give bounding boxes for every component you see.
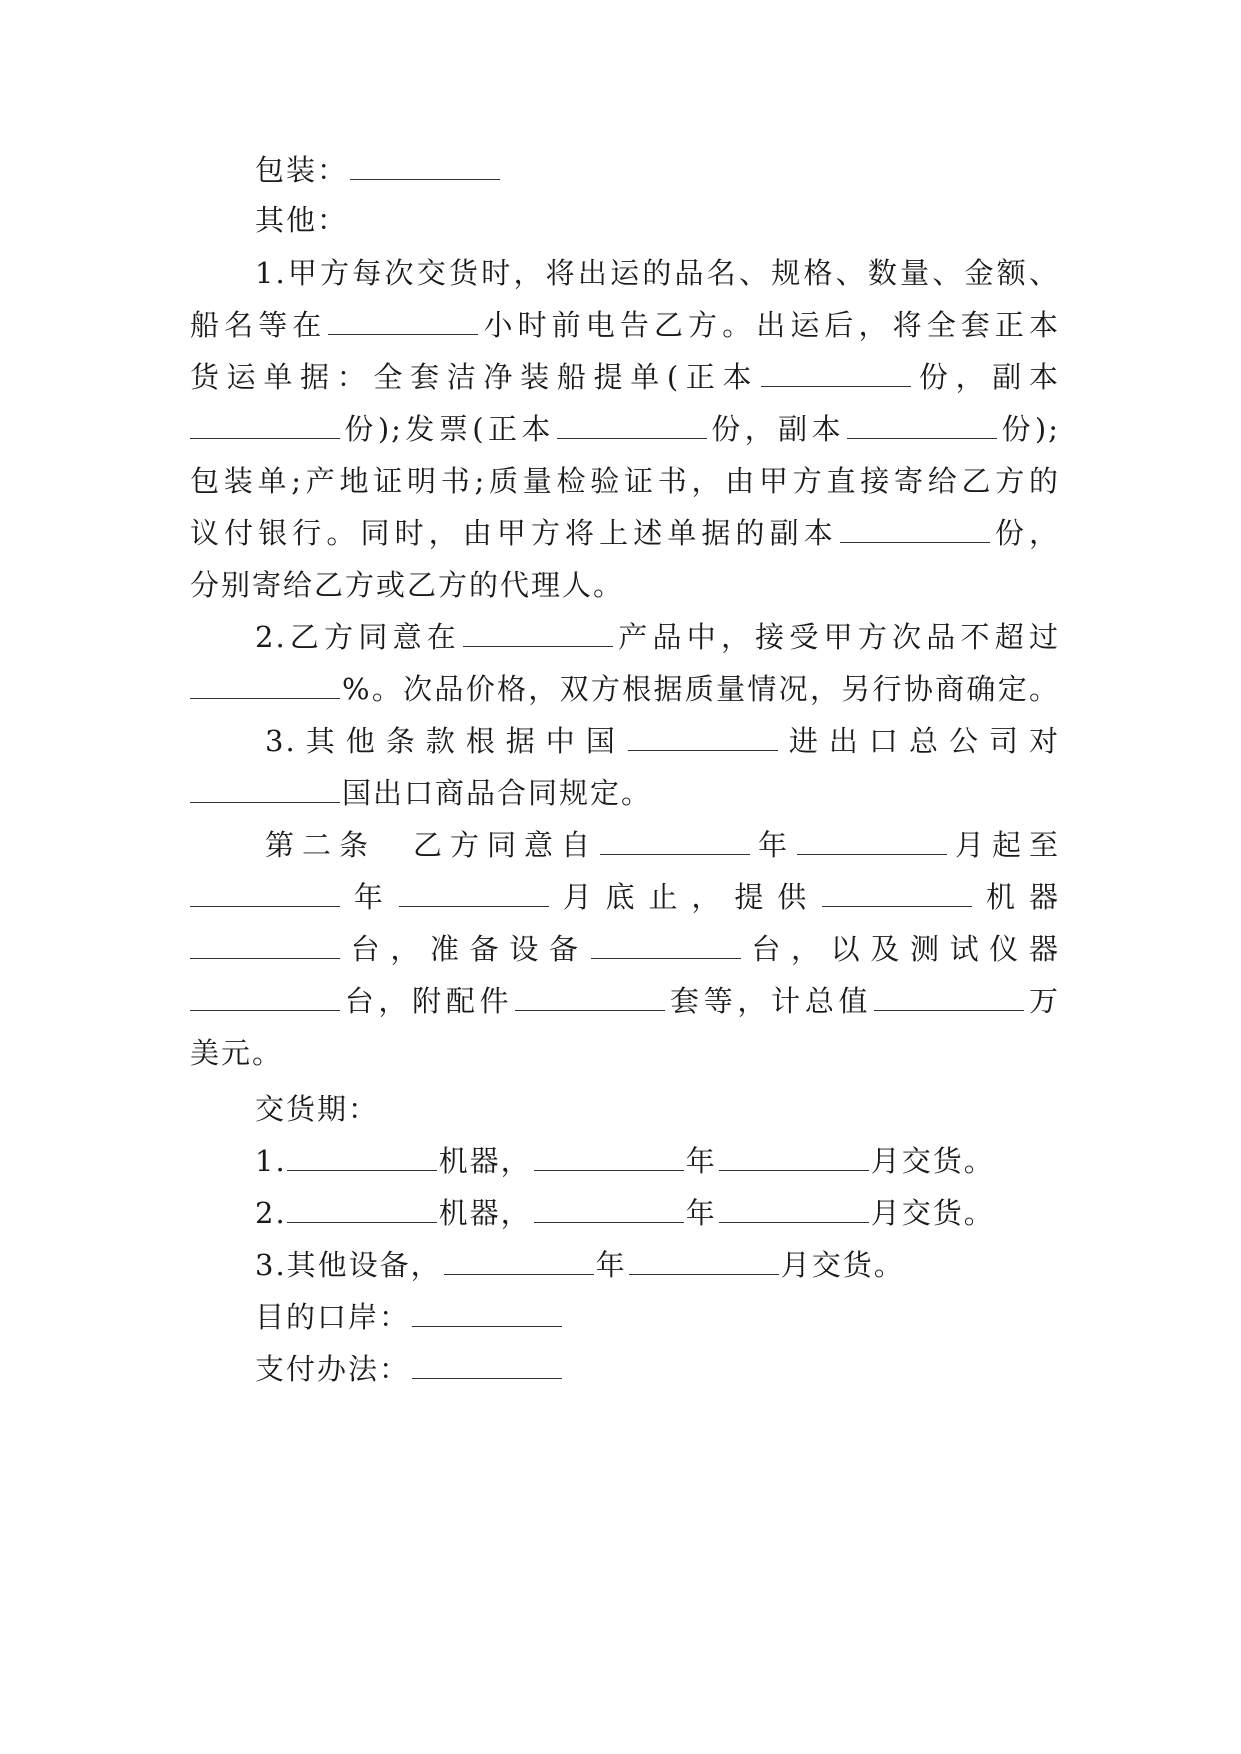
text-span: 台，准备设备 (342, 932, 589, 966)
text-span: 3.其他条款根据中国 (265, 724, 626, 758)
equipment-count-blank[interactable] (591, 930, 741, 959)
delivery-heading (255, 1089, 1060, 1129)
text-span: 货运单据：全套洁净装船提单(正本 (190, 360, 760, 394)
text-span: 份，副本 (913, 360, 1060, 394)
text-span: 产品中，接受甲方次品不超过 (615, 620, 1060, 654)
packaging-line (255, 150, 1060, 190)
document-copies-blank[interactable] (840, 514, 990, 543)
clause-2-line-1 (255, 617, 1060, 657)
delivery-2-month-blank[interactable] (719, 1194, 869, 1223)
text-span: 年 (595, 1248, 627, 1282)
bill-copy-blank[interactable] (190, 410, 340, 439)
text-span: 2. (255, 1196, 287, 1230)
clause-3-line-1 (265, 721, 1060, 761)
text-span: 3.其他设备， (255, 1248, 442, 1282)
other-label: 其他： (255, 203, 349, 237)
invoice-original-blank[interactable] (557, 410, 707, 439)
payment-method-blank[interactable] (412, 1350, 562, 1379)
text-span: 套等，计总值 (667, 984, 873, 1018)
delivery-label: 交货期： (255, 1092, 380, 1126)
destination-port-blank[interactable] (412, 1298, 562, 1327)
delivery-1-year-blank[interactable] (534, 1142, 684, 1171)
text-span: 份); (999, 412, 1060, 446)
article-2-line-4 (190, 981, 1060, 1021)
destination-port-line (255, 1297, 1060, 1337)
payment-method-label: 支付办法： (255, 1352, 411, 1386)
bill-original-blank[interactable] (761, 358, 911, 387)
text-span: 年 (751, 828, 795, 862)
text-span: 份);发票(正本 (342, 412, 555, 446)
text-span: 万 (1026, 984, 1060, 1018)
other-heading (255, 200, 1060, 240)
text-span: 小时前电告乙方。出运后，将全套正本 (480, 308, 1060, 342)
delivery-2-machine-blank[interactable] (287, 1194, 437, 1223)
delivery-2-year-blank[interactable] (534, 1194, 684, 1223)
hours-blank[interactable] (328, 306, 478, 335)
text-span: 台，以及测试仪器 (742, 932, 1060, 966)
text-span: 1. (255, 1144, 287, 1178)
text-span: 月交货。 (870, 1144, 995, 1178)
delivery-1-machine-blank[interactable] (287, 1142, 437, 1171)
text-span: 船名等在 (190, 308, 327, 342)
text-span: 月交货。 (870, 1196, 995, 1230)
delivery-3-year-blank[interactable] (444, 1246, 594, 1275)
start-year-blank[interactable] (600, 826, 750, 855)
text-span: 1.甲方每次交货时，将出运的品名、规格、数量、金额、 (255, 256, 1060, 290)
article-2-line-3 (190, 929, 1060, 969)
text-span: 月底止，提供 (550, 880, 821, 914)
text-span: 分别寄给乙方或乙方的代理人。 (190, 568, 625, 602)
invoice-copy-blank[interactable] (847, 410, 997, 439)
article-2-line-1 (265, 825, 1060, 865)
machine-count-blank[interactable] (190, 930, 340, 959)
text-span: 份， (991, 516, 1060, 550)
text-span: 包装单;产地证明书;质量检验证书，由甲方直接寄给乙方的 (190, 464, 1060, 498)
packaging-blank[interactable] (350, 151, 500, 180)
text-span: 台，附配件 (342, 984, 514, 1018)
text-span: 年 (685, 1144, 717, 1178)
text-span: 进出口总公司对 (779, 724, 1060, 758)
clause-1-line-5 (190, 461, 1060, 501)
accessory-count-blank[interactable] (515, 982, 665, 1011)
start-month-blank[interactable] (797, 826, 947, 855)
text-span: 2.乙方同意在 (255, 620, 462, 654)
text-span: 年 (342, 880, 397, 914)
clause-1-line-7 (190, 565, 1060, 605)
text-span: %。次品价格，双方根据质量情况，另行协商确定。 (342, 672, 1060, 706)
payment-method-line (255, 1349, 1060, 1389)
clause-1-line-2 (190, 305, 1060, 345)
text-span: 第二条 乙方同意自 (265, 828, 598, 862)
end-year-blank[interactable] (190, 878, 340, 907)
text-span: 年 (685, 1196, 717, 1230)
corporation-blank[interactable] (628, 722, 778, 751)
text-span: 美元。 (190, 1036, 284, 1070)
packaging-label: 包装： (255, 153, 349, 187)
machine-type-blank[interactable] (822, 878, 972, 907)
text-span: 月交货。 (780, 1248, 905, 1282)
delivery-3-month-blank[interactable] (629, 1246, 779, 1275)
article-2-line-5 (190, 1033, 1060, 1073)
destination-port-label: 目的口岸： (255, 1300, 411, 1334)
clause-1-line-6 (190, 513, 1060, 553)
delivery-item-1 (255, 1141, 1060, 1181)
end-month-blank[interactable] (399, 878, 549, 907)
delivery-item-2 (255, 1193, 1060, 1233)
text-span: 议付银行。同时，由甲方将上述单据的副本 (190, 516, 838, 550)
clause-1-line-4 (190, 409, 1060, 449)
defect-percent-blank[interactable] (190, 670, 340, 699)
clause-3-line-2 (190, 773, 1060, 813)
total-value-blank[interactable] (874, 982, 1024, 1011)
product-blank[interactable] (463, 618, 613, 647)
text-span: 机器， (438, 1144, 532, 1178)
article-2-line-2 (190, 877, 1060, 917)
text-span: 月起至 (948, 828, 1060, 862)
instrument-count-blank[interactable] (190, 982, 340, 1011)
text-span: 机器， (438, 1196, 532, 1230)
text-span: 份，副本 (708, 412, 846, 446)
clause-1-line-1 (255, 253, 1060, 293)
delivery-1-month-blank[interactable] (719, 1142, 869, 1171)
text-span: 国出口商品合同规定。 (342, 776, 653, 810)
clause-2-line-2 (190, 669, 1060, 709)
clause-1-line-3 (190, 357, 1060, 397)
country-blank[interactable] (190, 774, 340, 803)
delivery-item-3 (255, 1245, 1060, 1285)
text-span: 机器 (974, 880, 1060, 914)
